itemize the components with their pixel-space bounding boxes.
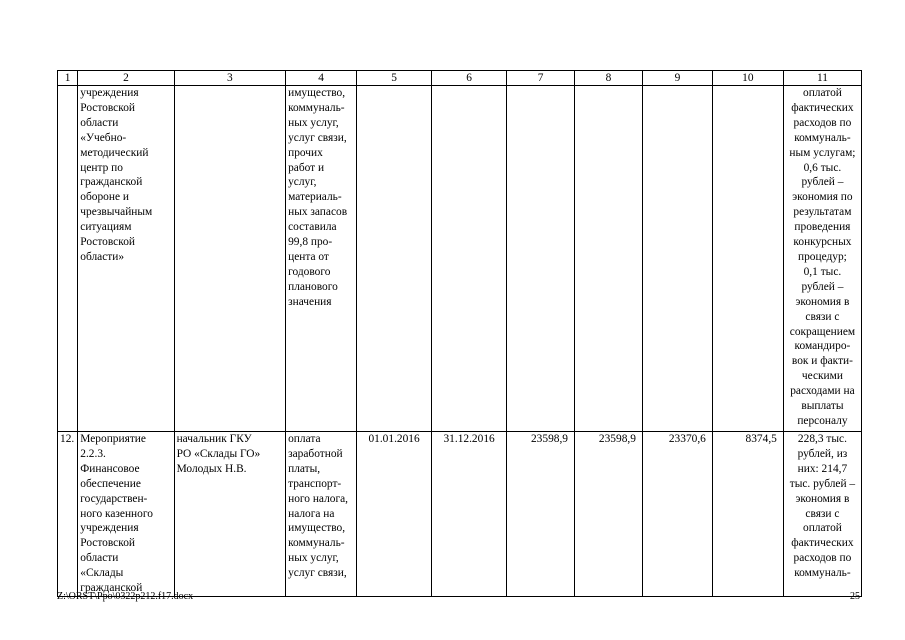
cell-col8: 23598,9	[575, 432, 643, 597]
cell-col7	[507, 86, 575, 432]
text-line: фактических	[791, 101, 854, 114]
text-line: 2.2.3.	[80, 447, 106, 460]
col-header-1: 1	[58, 71, 78, 86]
text-line: годового	[288, 265, 331, 278]
text-line: 0,6 тыс.	[803, 161, 842, 174]
text-line: оплатой	[803, 522, 842, 535]
text-line: обороне и	[80, 191, 129, 204]
col-header-4: 4	[286, 71, 357, 86]
text-line: ных услуг,	[288, 552, 339, 565]
text-line: Мероприятие	[80, 433, 146, 445]
text-line: государствен-	[80, 492, 148, 505]
cell-start-date: 01.01.2016	[357, 432, 432, 597]
cell-result	[286, 86, 357, 432]
text-line: заработной	[288, 447, 343, 460]
text-line: ных услуг,	[288, 116, 339, 129]
text-line: ного казенного	[80, 507, 153, 520]
cell-number: 12.	[58, 432, 78, 597]
text-line: учреждения	[80, 522, 139, 535]
text-line: Финансовое	[80, 462, 140, 475]
text-line: связи с	[805, 310, 840, 323]
text-line: расходов по	[793, 552, 852, 565]
column-number-row	[58, 71, 862, 86]
cell-notes	[783, 86, 861, 432]
cell-event-name	[78, 432, 174, 597]
text-line: рублей –	[801, 176, 844, 189]
text-line: области	[80, 552, 119, 565]
table-row-continuation	[58, 86, 862, 432]
text-line: тыс. рублей –	[789, 477, 856, 490]
text-line: экономия в	[795, 492, 850, 505]
col-header-2: 2	[78, 71, 174, 86]
text-line: рублей, из	[797, 447, 848, 460]
col-header-7: 7	[507, 71, 575, 86]
cell-col8	[575, 86, 643, 432]
text-line: оплата	[288, 433, 321, 445]
text-line: услуг,	[288, 176, 317, 189]
text-line: выплаты	[801, 400, 844, 413]
text-line: Ростовской	[80, 537, 135, 550]
text-line: ческими	[801, 370, 843, 383]
cell-col10: 8374,5	[712, 432, 783, 597]
cell-end-date: 31.12.2016	[432, 432, 507, 597]
text-line: результатам	[793, 206, 852, 219]
text-line: коммуналь-	[794, 567, 851, 580]
text-line: Молодых Н.В.	[176, 462, 247, 475]
text-line: вок и факти-	[791, 355, 853, 368]
text-line: планового	[288, 280, 338, 293]
text-line: РО «Склады ГО»	[176, 447, 261, 460]
text-line: 0,1 тыс.	[803, 265, 842, 278]
cell-col10	[712, 86, 783, 432]
text-line: расходами на	[790, 385, 855, 398]
col-header-10: 10	[712, 71, 783, 86]
text-line: коммуналь-	[794, 131, 851, 144]
text-line: материаль-	[288, 191, 342, 204]
text-line: прочих	[288, 146, 323, 159]
text-line: платы,	[288, 462, 321, 475]
text-line: ным услугам;	[789, 146, 856, 159]
text-line: командиро-	[794, 340, 851, 353]
text-line: них: 214,7	[797, 462, 848, 475]
cell-col9: 23370,6	[642, 432, 712, 597]
cell-col7: 23598,9	[507, 432, 575, 597]
text-line: составила	[288, 221, 337, 234]
text-line: имущество,	[288, 87, 346, 99]
text-line: экономия в	[795, 295, 850, 308]
text-line: коммуналь-	[288, 101, 345, 114]
report-table	[57, 70, 862, 597]
text-line: экономия по	[792, 191, 853, 204]
text-line: ситуациям	[80, 221, 132, 234]
text-line: проведения	[794, 221, 851, 234]
col-header-6: 6	[432, 71, 507, 86]
cell-responsible	[174, 432, 286, 597]
cell-number	[58, 86, 78, 432]
text-line: налога на	[288, 507, 335, 520]
text-line: «Учебно-	[80, 131, 127, 144]
cell-result	[286, 432, 357, 597]
text-line: транспорт-	[288, 477, 342, 490]
text-line: Ростовской	[80, 236, 135, 249]
cell-col9	[642, 86, 712, 432]
table-row-12	[58, 432, 862, 597]
text-line: начальник ГКУ	[176, 433, 252, 445]
text-line: услуг связи,	[288, 131, 347, 144]
cell-event-name	[78, 86, 174, 432]
text-line: связи с	[805, 507, 840, 520]
cell-end-date	[432, 86, 507, 432]
text-line: области»	[80, 250, 125, 263]
cell-notes	[783, 432, 861, 597]
col-header-8: 8	[575, 71, 643, 86]
text-line: чрезвычайным	[80, 206, 153, 219]
text-line: расходов по	[793, 116, 852, 129]
text-line: центр по	[80, 161, 123, 174]
footer-file-path: Z:\ORST\Ppo\0322p212.f17.docx	[57, 591, 194, 602]
col-header-9: 9	[642, 71, 712, 86]
col-header-5: 5	[357, 71, 432, 86]
text-line: 228,3 тыс.	[797, 433, 847, 445]
col-header-3: 3	[174, 71, 286, 86]
text-line: коммуналь-	[288, 537, 345, 550]
text-line: обеспечение	[80, 477, 141, 490]
text-line: услуг связи,	[288, 567, 347, 580]
text-line: области	[80, 116, 119, 129]
text-line: процедур;	[798, 250, 847, 263]
text-line: Ростовской	[80, 101, 135, 114]
cell-responsible	[174, 86, 286, 432]
text-line: фактических	[791, 537, 854, 550]
text-line: цента от	[288, 250, 329, 263]
text-line: ных запасов	[288, 206, 348, 219]
text-line: ного налога,	[288, 492, 349, 505]
text-line: значения	[288, 295, 332, 308]
page-number: 25	[850, 591, 860, 602]
col-header-11: 11	[783, 71, 861, 86]
text-line: 99,8 про-	[288, 236, 333, 249]
text-line: имущество,	[288, 522, 346, 535]
text-line: конкурсных	[793, 236, 852, 249]
text-line: «Склады	[80, 567, 124, 580]
text-line: гражданской	[80, 176, 143, 189]
text-line: учреждения	[80, 87, 139, 99]
text-line: оплатой	[803, 87, 842, 99]
text-line: персоналу	[797, 414, 848, 427]
text-line: гражданской	[80, 582, 143, 595]
text-line: рублей –	[801, 280, 844, 293]
text-line: методический	[80, 146, 149, 159]
cell-start-date	[357, 86, 432, 432]
text-line: работ и	[288, 161, 325, 174]
text-line: сокращением	[789, 325, 856, 338]
